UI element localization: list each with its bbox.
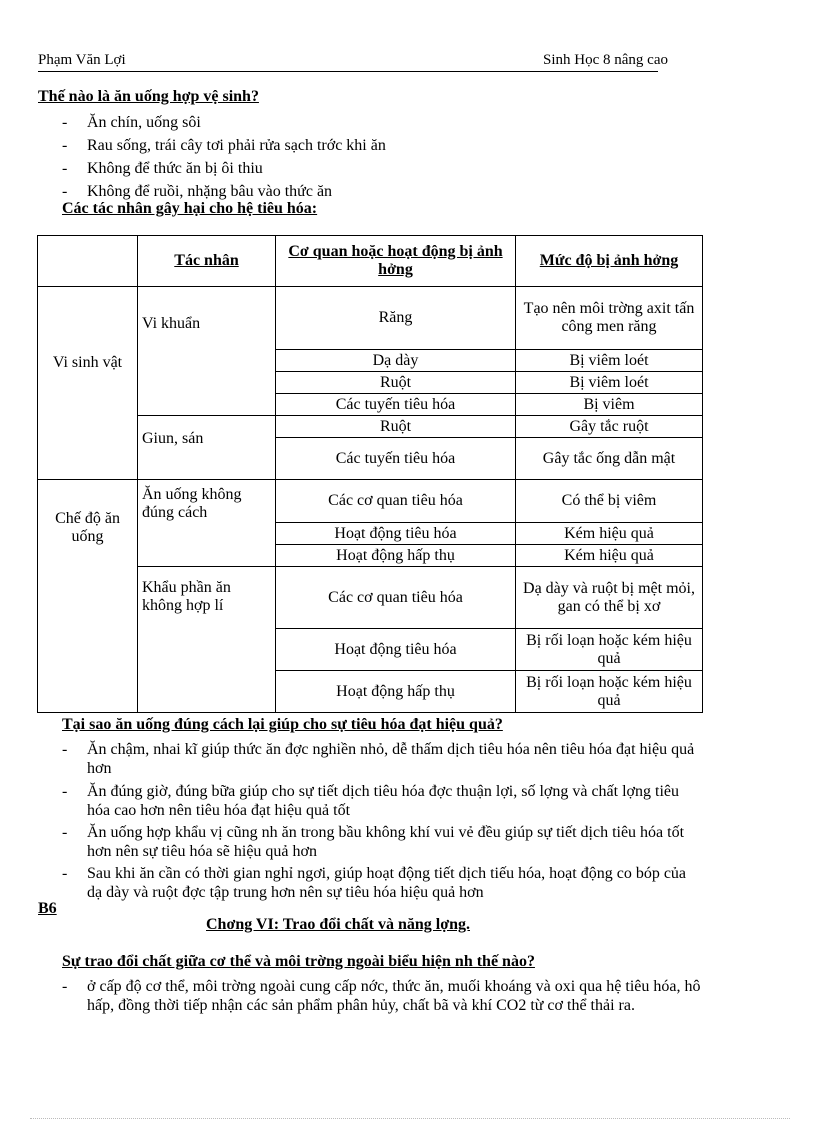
header-subject: Sinh Học 8 nâng cao [543, 52, 668, 68]
organ-cell: Răng [276, 287, 516, 350]
organ-cell: Dạ dày [276, 350, 516, 372]
organ-cell: Các cơ quan tiêu hóa [276, 480, 516, 523]
question-harm-agents: Các tác nhân gây hại cho hệ tiêu hóa: [62, 200, 318, 217]
list-item: - Ăn chín, uống sôi [62, 114, 201, 131]
table-header-row [38, 236, 703, 287]
page-bottom-border [30, 1118, 790, 1119]
effect-cell: Bị viêm loét [516, 372, 703, 394]
organ-cell: Các tuyến tiêu hóa [276, 438, 516, 480]
table-header-cell [38, 236, 138, 287]
list-item: - Không để thức ăn bị ôi thiu [62, 160, 263, 177]
table-row [38, 416, 703, 438]
agent-cell: Khẩu phần ăn không hợp lí [138, 567, 276, 713]
organ-cell: Ruột [276, 416, 516, 438]
list-item: - Sau khi ăn cần có thời gian nghỉ ngơi, giúp hoạt động tiết dịch tiếu hóa, hoạt động co bóp của dạ dày và ruột đợc tập trung hơn nên sự tiêu hóa hiệu quả hơn [62, 865, 687, 901]
effect-cell: Có thể bị viêm [516, 480, 703, 523]
effect-cell: Kém hiệu quả [516, 545, 703, 567]
list-item: - Ăn uống hợp khẩu vị cũng nh ăn trong bầu không khí vui vẻ đều giúp sự tiết dịch tiêu hóa tốt hơn nên sự tiêu hóa sẽ hiệu quả hơn [62, 824, 685, 860]
question-metabolism: Sự trao đổi chất giữa cơ thể và môi trờng ngoài biểu hiện nh thế nào? [62, 953, 535, 970]
effect-cell: Dạ dày và ruột bị mệt mỏi, gan có thể bị xơ [516, 567, 703, 629]
effect-cell: Bị rối loạn hoặc kém hiệu quả [516, 629, 703, 671]
list-item: - ở cấp độ cơ thể, môi trờng ngoài cung cấp nớc, thức ăn, muối khoáng và oxi qua hệ tiêu hóa, hô hấp, đồng thời tiếp nhận các sản phẩm phân hủy, chất bã và khí CO2 từ cơ thể thải ra. [62, 978, 701, 1014]
effect-cell: Tạo nên môi trờng axit tấn công men răng [516, 287, 703, 350]
group-cell: Chế độ ăn uống [38, 480, 138, 713]
effect-cell: Bị viêm [516, 394, 703, 416]
organ-cell: Các tuyến tiêu hóa [276, 394, 516, 416]
organ-cell: Hoạt động tiêu hóa [276, 629, 516, 671]
agent-cell: Vi khuẩn [138, 287, 276, 416]
table-row [38, 567, 703, 629]
effect-cell: Gây tắc ống dẫn mật [516, 438, 703, 480]
organ-cell: Hoạt động hấp thụ [276, 671, 516, 713]
list-item: - Không để ruồi, nhặng bâu vào thức ăn [62, 183, 333, 200]
agent-cell: Giun, sán [138, 416, 276, 480]
table-header-cell: Mức độ bị ảnh hởng [516, 236, 703, 287]
organ-cell: Ruột [276, 372, 516, 394]
table-row [38, 287, 703, 350]
group-cell: Vi sinh vật [38, 287, 138, 480]
effect-cell: Bị rối loạn hoặc kém hiệu quả [516, 671, 703, 713]
table-header-cell: Cơ quan hoặc hoạt động bị ảnh hởng [276, 236, 516, 287]
lesson-label: B6 [38, 900, 57, 917]
header-divider [38, 71, 658, 72]
question-hygiene: Thế nào là ăn uống hợp vệ sinh? [38, 88, 259, 105]
effect-cell: Kém hiệu quả [516, 523, 703, 545]
list-item: - Ăn đúng giờ, đúng bữa giúp cho sự tiết dịch tiêu hóa đợc thuận lợi, số lợng và chất lợng tiêu hóa cao hơn nên tiêu hóa đạt hiệu quả tốt [62, 783, 679, 819]
list-item: - Rau sống, trái cây tơi phải rửa sạch trớc khi ăn [62, 137, 386, 154]
table-row [38, 480, 703, 523]
organ-cell: Hoạt động tiêu hóa [276, 523, 516, 545]
effect-cell: Bị viêm loét [516, 350, 703, 372]
harm-agents-table [37, 235, 703, 713]
header-author: Phạm Văn Lợi [38, 52, 126, 68]
question-proper-eating: Tại sao ăn uống đúng cách lại giúp cho sự tiêu hóa đạt hiệu quả? [62, 716, 503, 733]
organ-cell: Hoạt động hấp thụ [276, 545, 516, 567]
agent-cell: Ăn uống không đúng cách [138, 480, 276, 567]
table-header-cell: Tác nhân [138, 236, 276, 287]
organ-cell: Các cơ quan tiêu hóa [276, 567, 516, 629]
effect-cell: Gây tắc ruột [516, 416, 703, 438]
list-item: - Ăn chậm, nhai kĩ giúp thức ăn đợc nghiền nhỏ, dễ thấm dịch tiêu hóa nên tiêu hóa đạt hiệu quả hơn [62, 741, 695, 777]
chapter-title: Chơng VI: Trao đổi chất và năng lợng. [206, 916, 470, 933]
